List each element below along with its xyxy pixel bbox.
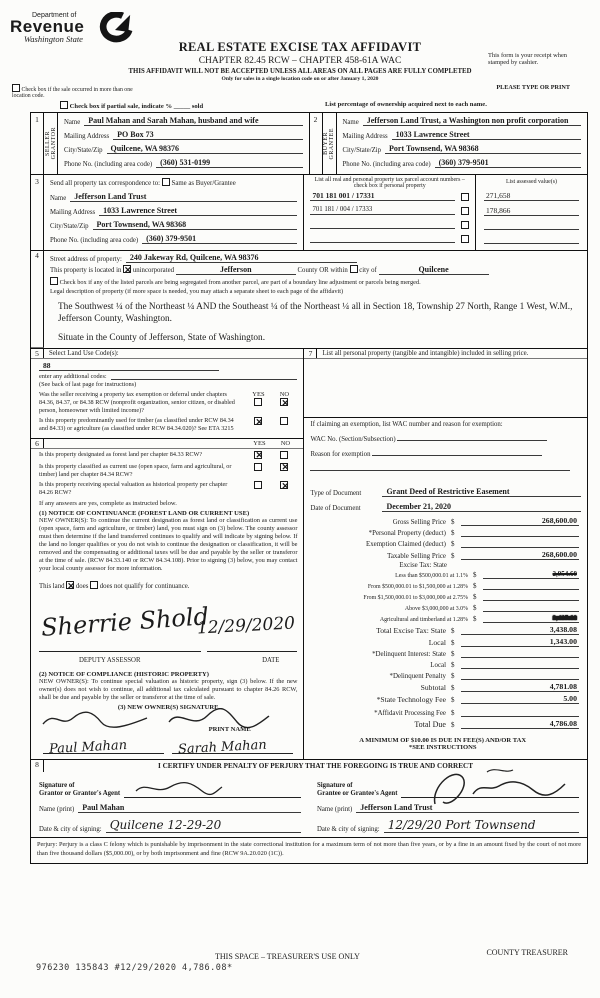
- corr-name-label: Name: [50, 195, 67, 202]
- same-as-buyer-label: Same as Buyer/Grantee: [171, 180, 236, 187]
- buyer-city-label: City/State/Zip: [342, 147, 382, 154]
- parcel-number-3[interactable]: [310, 220, 455, 229]
- reason-row-2: [310, 463, 581, 473]
- parcel-row: [310, 220, 469, 229]
- new-owner-signature-row: [39, 702, 297, 732]
- receipt-note: This form is your receipt when stamped by cashier.: [488, 52, 567, 66]
- parcel-list: [304, 190, 475, 250]
- section-5-number: 5: [31, 349, 44, 358]
- parcel-body: [304, 190, 587, 250]
- assessed-value-header: List assessed value(s): [475, 175, 587, 190]
- seller-phone-label: Phone No. (including area code): [64, 161, 153, 168]
- wac-value[interactable]: [397, 433, 547, 441]
- deputy-date-line[interactable]: [207, 651, 297, 652]
- doc-type-label: Type of Document: [310, 490, 362, 498]
- partial-sale-checkbox[interactable]: [60, 101, 68, 109]
- deputy-assessor-signature: Sherrie Shold: [40, 602, 210, 643]
- question-timber: [39, 417, 297, 433]
- local-label: Local: [428, 638, 446, 648]
- notice-continuance-body: NEW OWNER(S): To continue the current designation as forest land or classification as current use (open space, farm and agriculture, or timber) land, you must sign on (3) below. The county assessor must then determine if the land transferred continues to qualify and will indicate by signing below. If the land no longer qualifies or you do not wish to continue the designation or classification, it will be removed and the compensating or additional taxes will be due and payable by the seller or transferor at the time of sale. (RCW 84.33.140 or RCW 84.34.108). Prior to signing (3) below, you may contact your local county assessor for more information.: [39, 516, 298, 573]
- seller-city-value[interactable]: Quilcene, WA 98376: [107, 144, 303, 154]
- question-exemption: [39, 391, 297, 414]
- parcel-personal-checkbox-4[interactable]: [461, 235, 469, 243]
- rate5-value[interactable]: 3,437.60: [483, 614, 579, 623]
- no-header: NO: [279, 391, 290, 399]
- logo-dept-text: Department of: [32, 12, 77, 19]
- parcel-number-1[interactable]: 701 181 001 / 17331: [310, 191, 455, 201]
- personal-deduct-value[interactable]: [461, 528, 579, 537]
- parcel-personal-checkbox-2[interactable]: [461, 207, 469, 215]
- deputy-assessor-signature-block: [39, 594, 297, 668]
- land-use-code-value[interactable]: 88: [39, 361, 219, 371]
- rate4-label: Above $3,000,000 at 3.0%: [404, 606, 468, 613]
- situate-text: Situate in the County of Jefferson, State of Washington.: [58, 333, 266, 344]
- located-pre: This property is located in: [50, 267, 122, 274]
- q-exemption-no-checkbox[interactable]: [280, 398, 288, 406]
- q-historic-yes-checkbox[interactable]: [254, 481, 262, 489]
- title-block: [115, 40, 485, 82]
- left-column: [31, 349, 303, 759]
- qualify-pre: This land: [39, 583, 65, 591]
- right-column: [303, 349, 587, 759]
- q-timber-yes-checkbox[interactable]: [254, 417, 262, 425]
- unincorporated-checkbox[interactable]: [123, 265, 131, 273]
- print-name-2: Sarah Mahan: [177, 738, 268, 758]
- city-of-checkbox[interactable]: [350, 265, 358, 273]
- buyer-fields: [337, 113, 588, 174]
- grantor-date-value[interactable]: Quilcene 12-29-20: [106, 818, 301, 833]
- tax-block: [304, 514, 587, 759]
- exemption-intro: If claiming an exemption, list WAC number and reason for exemption:: [310, 421, 503, 429]
- form-title: REAL ESTATE EXCISE TAX AFFIDAVIT: [178, 40, 422, 54]
- parcel-row: [310, 234, 469, 243]
- parcel-row: [310, 191, 469, 201]
- dollar-sign: $: [450, 661, 455, 670]
- personal-deduct-label: *Personal Property (deduct): [368, 530, 446, 538]
- buyer-phone-label: Phone No. (including area code): [342, 161, 431, 168]
- dollar-sign: $: [472, 615, 477, 624]
- section-4-number: 4: [31, 251, 44, 348]
- affid-fee-value[interactable]: [461, 708, 579, 717]
- dollar-sign: $: [472, 582, 477, 591]
- dollar-sign: $: [472, 571, 477, 580]
- same-as-buyer-checkbox[interactable]: [162, 178, 170, 186]
- buyer-city-value[interactable]: Port Townsend, WA 98368: [385, 144, 581, 154]
- rate1-value[interactable]: 2,954.60: [483, 570, 579, 579]
- total-due-value[interactable]: 4,786.08: [461, 719, 579, 729]
- header: [0, 0, 600, 110]
- buyer-addr-value[interactable]: 1033 Lawrence Street: [392, 130, 581, 140]
- notice-compliance-title: (2) NOTICE OF COMPLIANCE (HISTORIC PROPERTY): [39, 671, 209, 679]
- treasurer-space-label: THIS SPACE – TREASURER'S USE ONLY: [215, 952, 360, 961]
- corr-city-value[interactable]: Port Townsend, WA 98368: [93, 220, 298, 230]
- section-4: [31, 251, 587, 349]
- form-only-note: Only for sales in a single location code on or after January 1, 2020: [221, 76, 379, 82]
- q-exemption-yes-checkbox[interactable]: [254, 398, 262, 406]
- taxable-value[interactable]: 268,600.00: [461, 550, 579, 560]
- tech-fee-label: *State Technology Fee: [376, 695, 446, 705]
- dollar-sign: $: [450, 709, 455, 718]
- dollar-sign: $: [450, 518, 455, 527]
- doc-type-value[interactable]: Grant Deed of Restrictive Easement: [382, 487, 581, 497]
- land-use-label: Select Land Use Code(s):: [49, 350, 119, 358]
- delinq-int-label: *Delinquent Interest: State: [372, 651, 446, 659]
- parcel-headers: [304, 175, 587, 190]
- reason-label: Reason for exemption: [310, 451, 371, 459]
- dollar-sign: $: [472, 604, 477, 613]
- section-1-number: 1: [31, 113, 44, 174]
- q-historic-no-checkbox[interactable]: [280, 481, 288, 489]
- grantee-sig-label-1: Signature of: [317, 781, 353, 789]
- grantee-signature-line[interactable]: [401, 778, 579, 798]
- reason-value-2[interactable]: [310, 463, 570, 471]
- see-back-note: (See back of last page for instructions): [39, 381, 137, 389]
- question-historic: [39, 481, 297, 497]
- section-8: [31, 760, 587, 837]
- notice-continuance-title: (1) NOTICE OF CONTINUANCE (FOREST LAND OR CURRENT USE): [39, 509, 250, 517]
- seller-phone-value[interactable]: (360) 531-0199: [156, 158, 302, 168]
- grantor-signing-block: [31, 772, 309, 837]
- gross-label: Gross Selling Price: [392, 519, 446, 527]
- additional-codes-value[interactable]: [111, 379, 298, 380]
- print-name-1: Paul Mahan: [48, 738, 128, 758]
- grantor-sig-label-1: Signature of: [39, 781, 75, 789]
- deputy-signature-line[interactable]: [39, 651, 201, 652]
- subtotal-label: Subtotal: [420, 683, 446, 693]
- document-block: [304, 482, 587, 514]
- section-5-body: [31, 359, 303, 438]
- ownership-note: List percentage of ownership acquired next to each name.: [325, 101, 487, 108]
- minimum-note-line2: *SEE INSTRUCTIONS: [408, 744, 477, 752]
- taxable-label: Taxable Selling Price: [387, 553, 446, 561]
- partial-sale-row: [60, 101, 203, 110]
- type-or-print-note: PLEASE TYPE OR PRINT: [496, 84, 570, 91]
- does-qualify-checkbox[interactable]: [66, 581, 74, 589]
- yes-header: YES: [252, 391, 265, 399]
- seller-word: SELLER: [44, 131, 51, 156]
- date-label: DATE: [262, 657, 280, 665]
- seller-addr-label: Mailing Address: [64, 133, 110, 140]
- notice-compliance-body: NEW OWNER(S): To continue special valuation as historic property, sign (3) below. If the new owner(s) does not wish to continue, all additional tax calculated pursuant to chapter 84.26 RCW, shall be due and payable by the seller or transferor at the time of sale.: [39, 678, 298, 702]
- owner-signature-1-scribble: [41, 708, 151, 730]
- question-current-use: [39, 463, 297, 479]
- wac-label: WAC No. (Section/Subsection): [310, 436, 396, 444]
- grantee-name-label: Name (print): [317, 806, 353, 814]
- section-5-header: [31, 349, 303, 359]
- exemption-deduct-label: Exemption Claimed (deduct): [365, 541, 446, 549]
- buyer-phone-value[interactable]: (360) 379-9501: [435, 158, 581, 168]
- corr-addr-label: Mailing Address: [50, 209, 96, 216]
- logo-revenue-text: Revenue: [10, 17, 85, 36]
- corr-addr-value[interactable]: 1033 Lawrence Street: [99, 206, 297, 216]
- qualify-row: [39, 581, 297, 590]
- total-due-label: Total Due: [414, 720, 446, 730]
- dollar-sign: $: [450, 552, 455, 561]
- grantee-name-value[interactable]: Jefferson Land Trust: [356, 803, 579, 813]
- section-4-body: [44, 251, 587, 348]
- rate5-label: Agricultural and timberland at 1.28%: [379, 617, 468, 624]
- exemption-deduct-value[interactable]: [461, 539, 579, 548]
- deputy-assessor-label: DEPUTY ASSESSOR: [79, 657, 141, 665]
- dollar-sign: $: [450, 684, 455, 693]
- grantor-signature-line[interactable]: [124, 778, 301, 798]
- grantee-date-label: Date & city of signing:: [317, 826, 380, 834]
- exemption-block: [304, 417, 587, 482]
- q-current-use-text: Is this property classified as current use (open space, farm and agricultural, or timber) land per chapter 84.34 RCW?: [39, 462, 232, 478]
- delinq-pen-value[interactable]: [461, 671, 579, 680]
- assessed-value-3[interactable]: [484, 221, 579, 230]
- section-6-body: [31, 449, 303, 756]
- logo-state-text: Washington State: [24, 34, 83, 45]
- legal-description-text: The Southwest ¼ of the Northeast ¼ AND the Southeast ¼ of the Northeast ¼ all in Section 18, Township 27 North, Range 1 West, W.M., Jefferson County, Washington.: [58, 302, 573, 325]
- q-current-use-yes-checkbox[interactable]: [254, 463, 262, 471]
- grantee-word: GRANTEE: [329, 127, 335, 160]
- parcel-number-4[interactable]: [310, 234, 455, 243]
- does-label: does: [75, 583, 89, 591]
- dollar-sign: $: [450, 672, 455, 681]
- dollar-sign: $: [450, 650, 455, 659]
- multi-location-checkbox[interactable]: [12, 84, 20, 92]
- county-value[interactable]: Jefferson: [176, 265, 296, 275]
- gross-value[interactable]: 268,600.00: [461, 516, 579, 526]
- seller-city-label: City/State/Zip: [64, 147, 103, 154]
- buyer-word: BUYER: [323, 132, 329, 155]
- section-3-number: 3: [31, 175, 44, 250]
- total-state-value[interactable]: 3,438.08: [461, 625, 579, 635]
- print-name-label: PRINT NAME: [208, 726, 251, 734]
- grantee-signature-scribble: [429, 764, 569, 810]
- city-value[interactable]: Quilcene: [379, 265, 489, 275]
- deputy-assessor-date-handwritten: 12/29/2020: [196, 613, 296, 639]
- unincorporated-label: unincorporated: [132, 267, 175, 274]
- total-state-label: Total Excise Tax: State: [376, 626, 446, 636]
- section-3-intro: Send all property tax correspondence to:: [50, 180, 161, 187]
- q-forest-text: Is this property designated as forest land per chapter 84.33 RCW?: [39, 450, 203, 458]
- parcel-personal-checkbox-3[interactable]: [461, 221, 469, 229]
- buyer-side-label: [323, 113, 337, 174]
- form-subtitle: CHAPTER 82.45 RCW – CHAPTER 458-61A WAC: [198, 56, 402, 66]
- row-seller-buyer: [31, 113, 587, 175]
- grantor-name-label: Name (print): [39, 806, 75, 814]
- q-current-use-no-checkbox[interactable]: [280, 463, 288, 471]
- parcel-personal-checkbox-1[interactable]: [461, 193, 469, 201]
- street-address-value[interactable]: 240 Jakeway Rd, Quilcene, WA 98376: [126, 253, 358, 263]
- section-6-yesno: [44, 439, 303, 448]
- treasurer-stamp: 976230 135843 #12/29/2020 4,786.08*: [36, 963, 233, 973]
- doc-date-label: Date of Document: [310, 505, 361, 513]
- does-not-qualify-checkbox[interactable]: [90, 581, 98, 589]
- grantor-signature-scribble: [134, 779, 224, 797]
- section-3: [31, 175, 303, 250]
- section-7-number: 7: [304, 349, 317, 358]
- dollar-sign: $: [450, 721, 455, 730]
- segregated-label: Check box if any of the listed parcels are being segregated from another parcel, are part of a boundary line adjustment or parcels being merged.: [59, 279, 421, 286]
- buyer-name-label: Name: [342, 119, 359, 126]
- multi-location-label: Check box if the sale occurred in more than one location code.: [12, 87, 133, 99]
- grantee-signing-block: [309, 772, 587, 837]
- minimum-note-line1: A MINIMUM OF $10.00 IS DUE IN FEE(S) AND/OR TAX: [359, 737, 527, 745]
- seller-name-label: Name: [64, 119, 81, 126]
- section-3-fields: [44, 175, 303, 250]
- personal-property-area[interactable]: [304, 359, 587, 417]
- excise-tax-header: Excise Tax: State: [399, 562, 447, 570]
- form-body: [30, 112, 588, 864]
- corr-phone-label: Phone No. (including area code): [50, 237, 139, 244]
- tech-fee-value[interactable]: 5.00: [461, 694, 579, 704]
- rate3-label: From $1,500,000.01 to $3,000,000 at 2.75%: [363, 595, 468, 602]
- section-6-number: 6: [31, 439, 44, 448]
- reason-value[interactable]: [372, 448, 542, 456]
- seller-fields: [58, 113, 309, 174]
- multi-location-row: [12, 84, 142, 99]
- grantee-sig-label-2: Grantee or Grantee's Agent: [317, 790, 398, 797]
- seller-addr-value[interactable]: PO Box 73: [113, 130, 302, 140]
- delinq-local-value[interactable]: [461, 660, 579, 669]
- rate3-value[interactable]: [483, 592, 579, 601]
- delinq-int-value[interactable]: [461, 649, 579, 658]
- affid-fee-label: *Affidavit Processing Fee: [374, 710, 446, 718]
- corr-city-label: City/State/Zip: [50, 223, 89, 230]
- grantor-word: GRANTOR: [50, 127, 57, 160]
- section-2-buyer: [309, 113, 588, 174]
- partial-sale-label: Check box if partial sale, indicate % _____ sold: [69, 103, 204, 110]
- rate2-value[interactable]: [483, 581, 579, 590]
- section-7-header: [304, 349, 587, 359]
- buyer-name-value[interactable]: Jefferson Land Trust, a Washington non profit corporation: [363, 116, 581, 126]
- rate4-value[interactable]: [483, 603, 579, 612]
- form-warning: THIS AFFIDAVIT WILL NOT BE ACCEPTED UNLESS ALL AREAS ON ALL PAGES ARE FULLY COMPLETED: [128, 68, 472, 75]
- does-not-label: does not qualify for continuance.: [99, 583, 190, 591]
- delinq-local-label: Local: [430, 662, 446, 670]
- parcel-row: [310, 206, 469, 215]
- instructions-note: If any answers are yes, complete as instructed below.: [39, 499, 177, 507]
- question-forest: [39, 451, 297, 460]
- assessed-value-1[interactable]: 271,658: [484, 191, 579, 201]
- section-2-number: 2: [310, 113, 323, 174]
- city-of-label: city of: [359, 267, 377, 274]
- print-name-line-2[interactable]: [172, 726, 293, 758]
- q-historic-text: Is this property receiving special valuation as historical property per chapter 84.26 RCW?: [39, 481, 228, 497]
- assessed-value-4[interactable]: [484, 235, 579, 244]
- street-address-label: Street address of property:: [50, 256, 122, 263]
- parcel-number-2[interactable]: 701 181 / 004 / 17333: [310, 206, 455, 215]
- seller-name-value[interactable]: Paul Mahan and Sarah Mahan, husband and wife: [84, 116, 302, 126]
- dollar-sign: $: [450, 696, 455, 705]
- q-timber-text: Is this property predominantly used for timber (as classified under RCW 84.34 and 84.33) or agriculture (as classified under RCW 84.34.020)? See ETA 3215: [39, 417, 234, 433]
- dollar-sign: $: [450, 540, 455, 549]
- delinq-pen-label: *Delinquent Penalty: [389, 673, 446, 681]
- no-header-6: NO: [280, 439, 291, 447]
- new-owner-signature-label: (3) NEW OWNER(S) SIGNATURE: [117, 704, 219, 712]
- section-1-seller: [31, 113, 309, 174]
- dollar-sign: $: [450, 529, 455, 538]
- county-treasurer-label: COUNTY TREASURER: [486, 948, 568, 957]
- row-main-columns: [31, 349, 587, 760]
- print-name-row: [39, 726, 297, 758]
- personal-property-label: List all personal property (tangible and intangible) included in selling price.: [322, 350, 529, 358]
- segregated-checkbox[interactable]: [50, 277, 58, 285]
- parcel-panel: [303, 175, 587, 250]
- corr-phone-value[interactable]: (360) 379-9501: [142, 234, 297, 244]
- legal-description-label: Legal description of property (if more space is needed, you may attach a separate sheet to each page of the affidavit): [50, 288, 344, 295]
- rate2-label: From $500,000.01 to $1,500,000 at 1.28%: [367, 584, 468, 591]
- perjury-statement: Perjury: Perjury is a class C felony which is punishable by imprisonment in the state correctional institution for a maximum term of not more than five years, or by a fine in an amount fixed by the court of not more than five thousand dollars ($5,000.00), or by both imprisonment and fine (RCW 9A.20.020 (1C)).: [31, 837, 587, 863]
- wac-row: [310, 433, 581, 443]
- assessed-values: [475, 190, 587, 250]
- print-name-line-1[interactable]: [43, 732, 164, 758]
- local-value[interactable]: 1,343.00: [461, 637, 579, 647]
- grantor-sig-label-2: Grantor or Grantor's Agent: [39, 790, 121, 797]
- assessed-value-2[interactable]: 178,866: [484, 206, 579, 216]
- q-forest-yes-checkbox[interactable]: [254, 451, 262, 459]
- county-or-label: County OR within: [297, 267, 348, 274]
- buyer-addr-label: Mailing Address: [342, 133, 388, 140]
- dollar-sign: $: [450, 639, 455, 648]
- q-timber-no-checkbox[interactable]: [280, 417, 288, 425]
- minimum-note: [310, 737, 575, 751]
- doc-date-value[interactable]: December 21, 2020: [382, 502, 581, 512]
- rate1-label: Less than $500,000.01 at 1.1%: [395, 573, 468, 580]
- subtotal-value[interactable]: 4,781.08: [461, 682, 579, 692]
- dollar-sign: $: [472, 593, 477, 602]
- yes-header-6: YES: [253, 439, 266, 447]
- q-forest-no-checkbox[interactable]: [280, 451, 288, 459]
- grantor-name-value[interactable]: Paul Mahan: [78, 803, 301, 813]
- parcel-list-header: List all real and personal property tax parcel account numbers – check box if personal property: [314, 177, 465, 189]
- corr-name-value[interactable]: Jefferson Land Trust: [70, 192, 297, 202]
- certify-statement: I CERTIFY UNDER PENALTY OF PERJURY THAT THE FOREGOING IS TRUE AND CORRECT: [158, 762, 473, 771]
- section-8-number: 8: [31, 760, 44, 772]
- section-6-header: [31, 438, 303, 449]
- dollar-sign: $: [450, 627, 455, 636]
- grantor-date-label: Date & city of signing:: [39, 826, 102, 834]
- additional-codes-label: enter any additional codes:: [39, 373, 107, 381]
- grantee-date-value[interactable]: 12/29/20 Port Townsend: [384, 818, 579, 833]
- reason-row: [310, 448, 581, 458]
- q-exemption-text: Was the seller receiving a property tax exemption or deferral under chapters 84.36, 84.37, or 84.38 RCW (nonprofit organization, senior citizen, or disabled person, homeowner with limited income)?: [39, 391, 235, 414]
- row-correspondence-parcels: [31, 175, 587, 251]
- seller-side-label: [44, 113, 58, 174]
